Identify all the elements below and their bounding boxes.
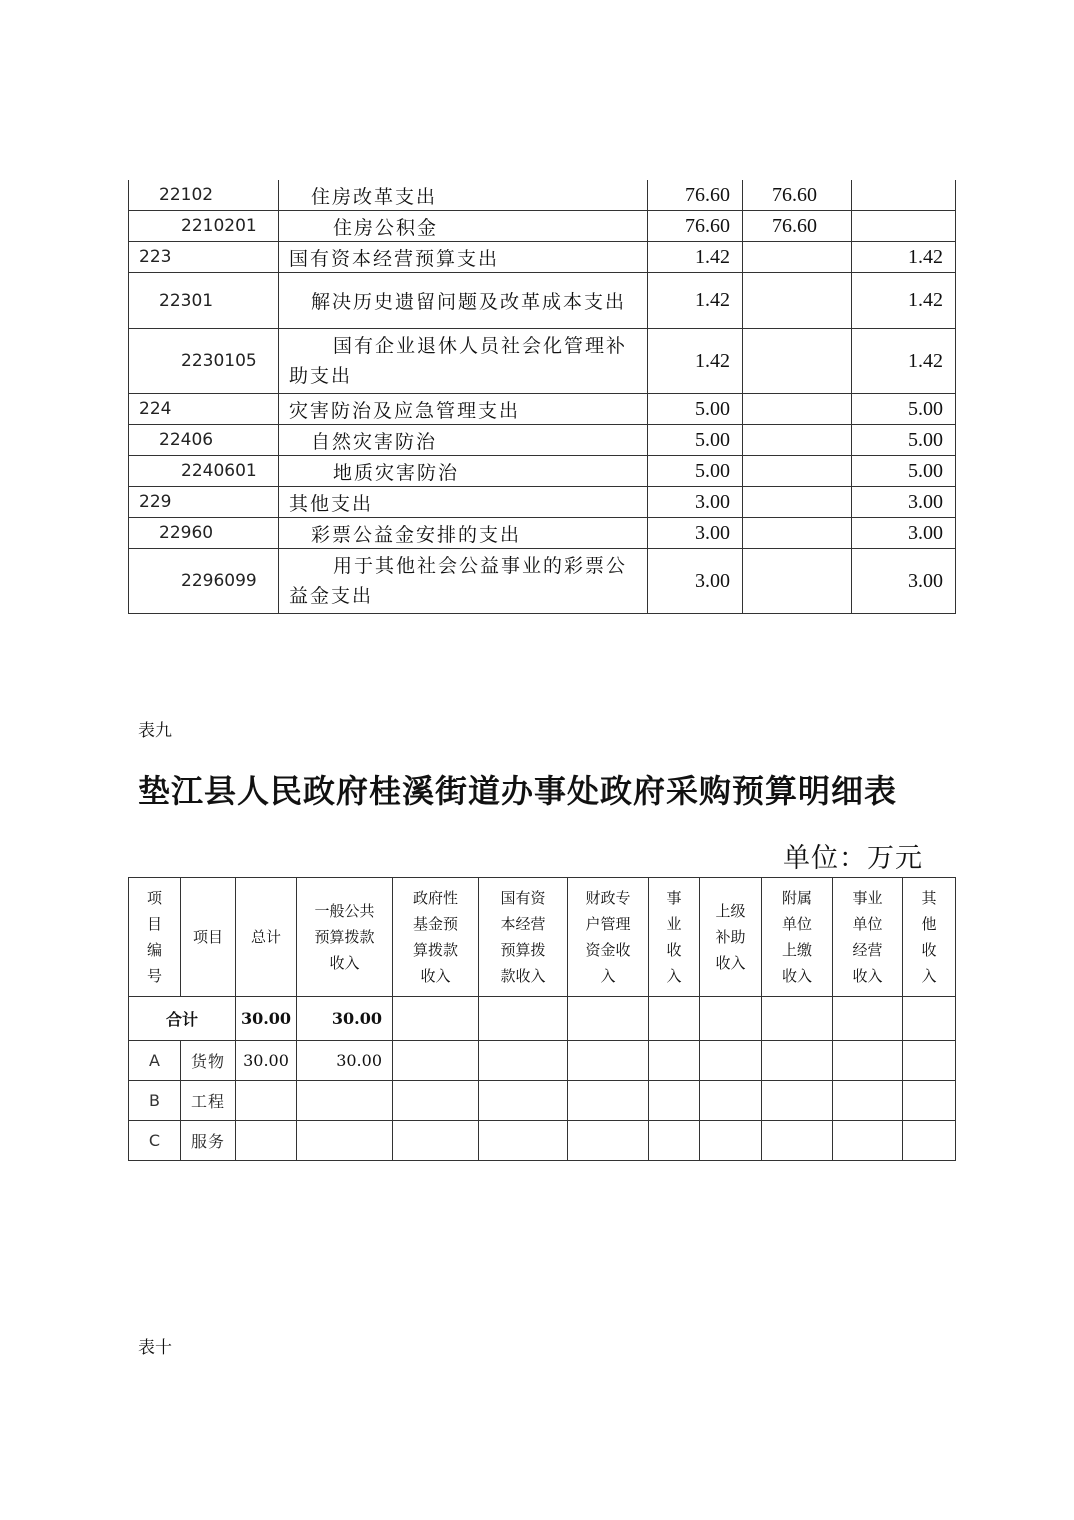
row-basic: 76.60 — [743, 211, 852, 242]
row-basic: 76.60 — [743, 180, 852, 211]
row-name: 国有资本经营预算支出 — [279, 242, 648, 273]
row-project: 3.00 — [852, 487, 956, 518]
table-row — [129, 487, 956, 518]
row-code: 2230105 — [129, 329, 279, 394]
header-cell: 项 目 编 号 — [129, 878, 181, 997]
header-cell: 事 业 收 入 — [649, 878, 700, 997]
row-total: 1.42 — [648, 329, 743, 394]
row-total: 5.00 — [648, 425, 743, 456]
row-project — [852, 180, 956, 211]
row-basic — [743, 549, 852, 614]
header-cell: 政府性 基金预 算拨款 收入 — [393, 878, 479, 997]
row-code: 22301 — [129, 273, 279, 329]
row-category: 工程 — [181, 1081, 236, 1121]
table-row — [129, 329, 956, 394]
table-row — [129, 1041, 956, 1081]
table-row — [129, 211, 956, 242]
row-project: 1.42 — [852, 273, 956, 329]
row-code: 2240601 — [129, 456, 279, 487]
page-title: 垫江县人民政府桂溪街道办事处政府采购预算明细表 — [138, 772, 898, 810]
row-basic — [743, 487, 852, 518]
row-name: 地质灾害防治 — [279, 456, 648, 487]
row-project: 1.42 — [852, 329, 956, 394]
row-code: 22406 — [129, 425, 279, 456]
row-total: 3.00 — [648, 487, 743, 518]
table-row — [129, 273, 956, 329]
row-code: 229 — [129, 487, 279, 518]
header-row — [129, 878, 956, 997]
row-total: 30.00 — [236, 1041, 297, 1081]
row-total: 1.42 — [648, 273, 743, 329]
row-project: 5.00 — [852, 425, 956, 456]
row-project — [852, 211, 956, 242]
total-total: 30.00 — [236, 997, 297, 1041]
header-cell: 事业 单位 经营 收入 — [833, 878, 903, 997]
header-cell: 财政专 户管理 资金收 入 — [568, 878, 649, 997]
row-general — [297, 1081, 393, 1121]
header-cell: 总计 — [236, 878, 297, 997]
row-project: 5.00 — [852, 456, 956, 487]
row-id: C — [129, 1121, 181, 1161]
header-cell: 项目 — [181, 878, 236, 997]
row-name: 住房公积金 — [279, 211, 648, 242]
table-number-label: 表九 — [138, 721, 172, 741]
row-code: 22102 — [129, 180, 279, 211]
row-category: 货物 — [181, 1041, 236, 1081]
header-cell: 国有资 本经营 预算拨 款收入 — [479, 878, 568, 997]
row-total: 76.60 — [648, 180, 743, 211]
row-basic — [743, 456, 852, 487]
row-code: 22960 — [129, 518, 279, 549]
row-id: B — [129, 1081, 181, 1121]
procurement-budget-table — [128, 877, 956, 1161]
row-id: A — [129, 1041, 181, 1081]
row-category: 服务 — [181, 1121, 236, 1161]
row-general: 30.00 — [297, 1041, 393, 1081]
header-cell: 其 他 收 入 — [903, 878, 956, 997]
row-name-line1: 国有企业退休人员社会化管理补 — [333, 335, 628, 357]
row-total: 1.42 — [648, 242, 743, 273]
row-total: 76.60 — [648, 211, 743, 242]
row-basic — [743, 242, 852, 273]
header-cell: 附属 单位 上缴 收入 — [762, 878, 833, 997]
row-name — [279, 549, 648, 614]
row-basic — [743, 273, 852, 329]
row-name-line2: 助支出 — [289, 365, 353, 387]
row-code: 2210201 — [129, 211, 279, 242]
table-row — [129, 1121, 956, 1161]
row-name: 住房改革支出 — [279, 180, 648, 211]
row-name-line2: 益金支出 — [289, 585, 374, 607]
row-basic — [743, 518, 852, 549]
row-code: 2296099 — [129, 549, 279, 614]
row-total — [236, 1081, 297, 1121]
row-code: 224 — [129, 394, 279, 425]
row-general — [297, 1121, 393, 1161]
row-total: 5.00 — [648, 394, 743, 425]
total-row — [129, 997, 956, 1041]
header-cell: 一般公共 预算拨款 收入 — [297, 878, 393, 997]
unit-label: 单位：万元 — [783, 843, 923, 874]
row-total — [236, 1121, 297, 1161]
row-name: 自然灾害防治 — [279, 425, 648, 456]
row-name — [279, 329, 648, 394]
table-row — [129, 456, 956, 487]
row-code: 223 — [129, 242, 279, 273]
row-total: 3.00 — [648, 549, 743, 614]
total-label: 合计 — [129, 997, 236, 1041]
table-row — [129, 180, 956, 211]
table-number-label: 表十 — [138, 1338, 172, 1358]
total-general: 30.00 — [297, 997, 393, 1041]
row-total: 3.00 — [648, 518, 743, 549]
row-name: 灾害防治及应急管理支出 — [279, 394, 648, 425]
row-basic — [743, 425, 852, 456]
row-basic — [743, 394, 852, 425]
table-row — [129, 549, 956, 614]
row-name: 其他支出 — [279, 487, 648, 518]
row-name: 彩票公益金安排的支出 — [279, 518, 648, 549]
row-project: 5.00 — [852, 394, 956, 425]
table-row — [129, 1081, 956, 1121]
budget-table-continuation — [128, 180, 956, 614]
row-name-line1: 用于其他社会公益事业的彩票公 — [333, 555, 628, 577]
table-row — [129, 518, 956, 549]
row-project: 3.00 — [852, 518, 956, 549]
row-total: 5.00 — [648, 456, 743, 487]
row-name: 解决历史遗留问题及改革成本支出 — [279, 273, 648, 329]
header-cell: 上级 补助 收入 — [700, 878, 762, 997]
row-basic — [743, 329, 852, 394]
row-project: 1.42 — [852, 242, 956, 273]
table-row — [129, 425, 956, 456]
table-row — [129, 394, 956, 425]
table-row — [129, 242, 956, 273]
row-project: 3.00 — [852, 549, 956, 614]
